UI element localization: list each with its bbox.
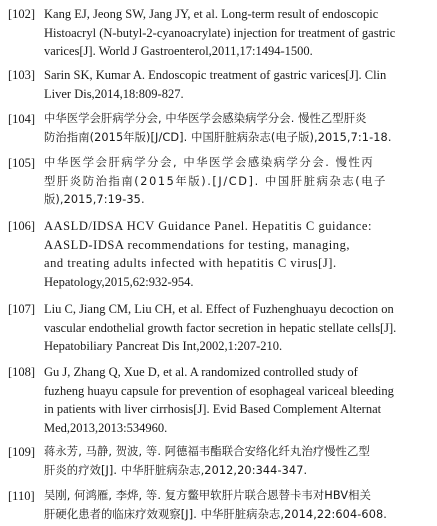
reference-number: [104] [8,112,36,126]
reference-line: Hepatology,2015,62:932-954. [44,274,194,289]
reference-line: 中华医学会肝病学分会, 中华医学会感染病学分会. 慢性乙型肝炎 [44,112,367,125]
reference-text [44,443,433,480]
reference-line: fuzheng huayu capsule for prevention of esophageal variceal bleeding [44,383,394,398]
reference-line: Liver Dis,2014,18:809-827. [44,86,184,101]
reference-line: vascular endothelial growth factor secretion in hepatic stellate cells[J]. [44,320,397,335]
reference-line: Kang EJ, Jeong SW, Jang JY, et al. Long-term result of endoscopic [44,7,379,21]
reference-text [44,154,433,210]
reference-number: [109] [8,445,36,459]
reference-line: Histoacryl (N-butyl-2-cyanoacrylate) injection for treatment of gastric [44,25,396,40]
reference-text [44,66,433,103]
reference-line: AASLD/IDSA HCV Guidance Panel. Hepatitis C guidance: [44,219,372,233]
reference-text [44,110,433,147]
reference-line: and treating adults infected with hepatitis C virus[J]. [44,256,337,270]
reference-line: 吴刚, 何鸿雁, 李烨, 等. 复方鳖甲软肝片联合恩替卡韦对HBV相关 [44,489,371,502]
reference-line: 肝炎的疗效[J]. 中华肝脏病杂志,2012,20:344-347. [44,463,308,477]
reference-line: 蒋永芳, 马静, 贺波, 等. 阿德福韦酯联合安络化纤丸治疗慢性乙型 [44,445,370,458]
reference-text [44,300,433,356]
reference-text [44,217,433,291]
reference-number: [105] [8,156,36,170]
reference-number: [106] [8,219,36,233]
reference-line: Hepatobiliary Pancreat Dis Int,2002,1:207-210. [44,339,283,353]
reference-number: [103] [8,68,36,82]
reference-line: 型肝炎防治指南(2015年版).[J/CD]. 中国肝脏病杂志(电子 [44,174,388,188]
reference-number: [107] [8,302,36,316]
reference-line: Med,2013,2013:534960. [44,420,168,435]
reference-line: AASLD-IDSA recommendations for testing, managing, [44,237,351,252]
reference-text [44,487,433,524]
reference-number: [108] [8,365,36,379]
reference-line: varices[J]. World J Gastroenterol,2011,17:1494-1500. [44,44,313,58]
reference-line: 中华医学会肝病学分会, 中华医学会感染病学分会. 慢性丙 [44,156,375,169]
reference-number: [102] [8,7,36,21]
reference-text [44,5,433,61]
reference-line: 防治指南(2015年版)[J/CD]. 中国肝脏病杂志(电子版),2015,7:1-18. [44,130,392,144]
reference-text [44,363,433,437]
reference-line: in patients with liver cirrhosis[J]. Evid Based Complement Alternat [44,402,382,416]
reference-line: Liu C, Jiang CM, Liu CH, et al. Effect of Fuzhenghuayu decoction on [44,302,394,316]
reference-line: 版),2015,7:19-35. [44,193,145,206]
reference-number: [110] [8,489,35,503]
reference-line: 肝硬化患者的临床疗效观察[J]. 中华肝脏病杂志,2014,22:604-608. [44,507,387,521]
reference-line: Gu J, Zhang Q, Xue D, et al. A randomized controlled study of [44,365,358,379]
reference-line: Sarin SK, Kumar A. Endoscopic treatment of gastric varices[J]. Clin [44,68,387,82]
